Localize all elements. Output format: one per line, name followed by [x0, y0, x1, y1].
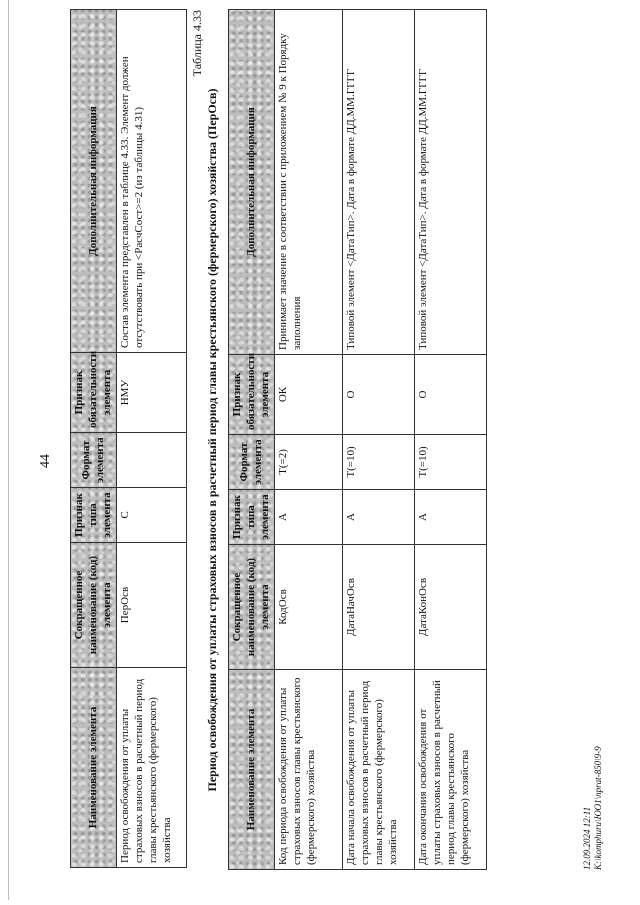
header-code: Сокращенное наименование (код) элемента: [71, 543, 117, 668]
cell-type: А: [275, 490, 343, 545]
cell-type: С: [117, 488, 187, 543]
table-title: Период освобождения от уплаты страховых взносов в расчетный период главы крестьянского (фермерского) хозяйства (ПерОсв): [205, 88, 219, 792]
cell-code: ДатаНачОсв: [343, 545, 415, 670]
cell-format: T(=10): [415, 435, 487, 490]
cell-code: ПерОсв: [117, 543, 187, 668]
cell-code: ДатаКонОсв: [415, 545, 487, 670]
header-required: Признак обязательности элемента: [229, 355, 275, 435]
cell-format: T(=10): [343, 435, 415, 490]
header-format: Формат элемента: [229, 435, 275, 490]
cell-name: Дата окончания освобождения от уплаты страховых взносов в расчетный период главы крестьянского (фермерского) хозяйства: [415, 670, 487, 870]
table-row: [415, 10, 487, 870]
cell-info: Принимает значение в соответствии с приложением № 9 к Порядку заполнения: [275, 10, 343, 355]
stamp-date: 12.09.2024 12:11: [582, 806, 592, 870]
cell-info: Состав элемента представлен в таблице 4.33. Элемент должен отсутствовать при <РасчСост>=2 (из таблицы 4.31): [117, 10, 187, 353]
cell-name: Код периода освобождения от уплаты страховых взносов главы крестьянского (фермерского) хозяйства: [275, 670, 343, 870]
cell-name: Дата начала освобождения от уплаты страховых взносов в расчетный период главы крестьянского (фермерского) хозяйства: [343, 670, 415, 870]
cell-info: Типовой элемент <ДатаТип>. Дата в формате ДД.ММ.ГГГГ: [415, 10, 487, 355]
table-row: [117, 10, 187, 868]
cell-code: КодОсв: [275, 545, 343, 670]
header-required: Признак обязательности элемента: [71, 353, 117, 433]
element-table-continuation: [70, 9, 187, 868]
header-code: Сокращенное наименование (код) элемента: [229, 545, 275, 670]
header-type: Признак типа элемента: [229, 490, 275, 545]
table-header-row: [71, 10, 117, 868]
table-label: Таблица 4.33: [190, 10, 204, 77]
cell-name: Период освобождения от уплаты страховых взносов в расчетный период главы крестьянского (фермерского) хозяйства: [117, 668, 187, 868]
cell-type: А: [415, 490, 487, 545]
header-name: Наименование элемента: [229, 670, 275, 870]
page-edge-line: [8, 0, 9, 900]
header-info: Дополнительная информация: [229, 10, 275, 355]
stamp-path: К:\komphuru\ЮО1\nprat-850\9-9: [592, 746, 603, 870]
header-format: Формат элемента: [71, 433, 117, 488]
cell-required: О: [343, 355, 415, 435]
print-stamp: [582, 746, 604, 870]
table-row: [343, 10, 415, 870]
cell-type: А: [343, 490, 415, 545]
cell-info: Типовой элемент <ДатаТип>. Дата в формате ДД.ММ.ГГГГ: [343, 10, 415, 355]
header-name: Наименование элемента: [71, 668, 117, 868]
page-number: 44: [38, 454, 53, 468]
header-type: Признак типа элемента: [71, 488, 117, 543]
cell-format: T(=2): [275, 435, 343, 490]
table-header-row: [229, 10, 275, 870]
element-table-4-33: [228, 9, 487, 870]
cell-required: ОК: [275, 355, 343, 435]
table-row: [275, 10, 343, 870]
cell-format: [117, 433, 187, 488]
cell-required: НМУ: [117, 353, 187, 433]
header-info: Дополнительная информация: [71, 10, 117, 353]
cell-required: О: [415, 355, 487, 435]
